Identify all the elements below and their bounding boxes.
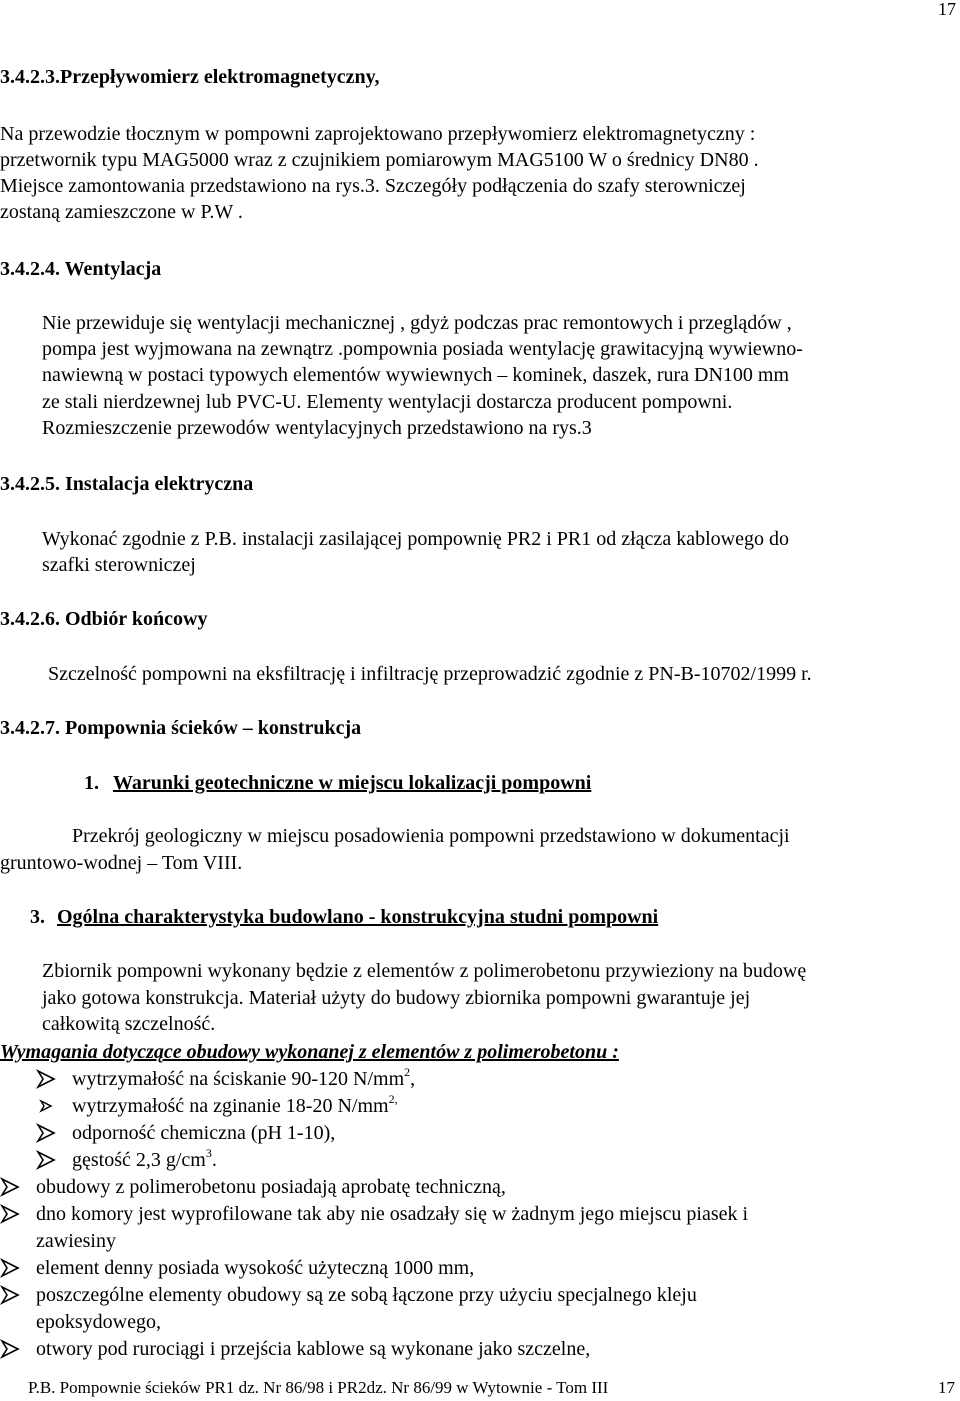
- footer-text: P.B. Pompownie ścieków PR1 dz. Nr 86/98 i PR2dz. Nr 86/99 w Wytownie - Tom III: [28, 1378, 609, 1397]
- item-3-number: 3.: [30, 906, 45, 928]
- arrow-bullet-icon: [36, 1069, 56, 1089]
- requirement-item: wytrzymałość na zginanie 18-20 $N/mm^{2,}$: [36, 1093, 398, 1120]
- heading-3-4-2-6: 3.4.2.6. Odbiór końcowy: [0, 608, 208, 630]
- paragraph-line: szafki sterowniczej: [42, 554, 196, 576]
- paragraph-line: Przekrój geologiczny w miejscu posadowienia pompowni przedstawiono w dokumentacji: [72, 825, 790, 847]
- item-3-title: Ogólna charakterystyka budowlano - konstrukcyjna studni pompowni: [57, 906, 659, 928]
- paragraph-line: nawiewną w postaci typowych elementów wywiewnych – kominek, daszek, rura DN100 mm: [42, 364, 790, 386]
- requirements-heading: Wymagania dotyczące obudowy wykonanej z elementów z polimerobetonu :: [0, 1041, 619, 1063]
- paragraph-line: całkowitą szczelność.: [42, 1013, 216, 1035]
- paragraph-line: przetwornik typu MAG5000 wraz z czujnikiem pomiarowym MAG5100 W o średnicy DN80 .: [0, 149, 759, 171]
- heading-3-4-2-7: 3.4.2.7. Pompownia ścieków – konstrukcja: [0, 717, 362, 739]
- paragraph-line: ze stali nierdzewnej lub PVC-U. Elementy wentylacji dostarcza producent pompowni.: [42, 391, 733, 413]
- bullet-item: poszczególne elementy obudowy są ze sobą łączone przy użyciu specjalnego kleju: [0, 1282, 697, 1309]
- paragraph-line: jako gotowa konstrukcja. Materiał użyty do budowy zbiornika pompowni gwarantuje jej: [42, 987, 751, 1009]
- arrow-bullet-icon: [36, 1123, 56, 1143]
- bullet-item: obudowy z polimerobetonu posiadają aprobatę techniczną,: [0, 1174, 506, 1201]
- arrow-bullet-icon: [0, 1258, 20, 1278]
- arrow-bullet-icon: [36, 1150, 56, 1170]
- arrow-bullet-icon: [36, 1096, 56, 1116]
- requirement-item: odporność chemiczna (pH 1-10),: [36, 1120, 335, 1147]
- bullet-continuation: epoksydowego,: [36, 1311, 161, 1333]
- arrow-bullet-icon: [0, 1204, 20, 1224]
- paragraph-line: Na przewodzie tłocznym w pompowni zaprojektowano przepływomierz elektromagnetyczny :: [0, 123, 756, 145]
- bullet-item: otwory pod rurociągi i przejścia kablowe są wykonane jako szczelne,: [0, 1336, 590, 1363]
- arrow-bullet-icon: [0, 1339, 20, 1359]
- paragraph-line: Rozmieszczenie przewodów wentylacyjnych przedstawiono na rys.3: [42, 417, 592, 439]
- paragraph-line: Szczelność pompowni na eksfiltrację i infiltrację przeprowadzić zgodnie z PN-B-10702/1999 r.: [48, 663, 812, 685]
- paragraph-line: zostaną zamieszczone w P.W .: [0, 201, 243, 223]
- requirement-item: gęstość 2,3 $g/cm^3$.: [36, 1147, 217, 1174]
- footer-page-number: 17: [938, 1378, 955, 1397]
- item-1-number: 1.: [84, 772, 99, 794]
- paragraph-line: Zbiornik pompowni wykonany będzie z elementów z polimerobetonu przywieziony na budowę: [42, 960, 807, 982]
- paragraph-line: gruntowo-wodnej – Tom VIII.: [0, 852, 243, 874]
- item-1-title: Warunki geotechniczne w miejscu lokalizacji pompowni: [113, 772, 592, 794]
- paragraph-line: Wykonać zgodnie z P.B. instalacji zasilającej pompownię PR2 i PR1 od złącza kablowego do: [42, 528, 789, 550]
- heading-3-4-2-4: 3.4.2.4. Wentylacja: [0, 258, 162, 280]
- heading-3-4-2-5: 3.4.2.5. Instalacja elektryczna: [0, 473, 254, 495]
- bullet-item: dno komory jest wyprofilowane tak aby nie osadzały się w żadnym jego miejscu piasek i: [0, 1201, 748, 1228]
- paragraph-line: Nie przewiduje się wentylacji mechanicznej , gdyż podczas prac remontowych i przeglądów ,: [42, 312, 792, 334]
- bullet-continuation: zawiesiny: [36, 1230, 116, 1252]
- arrow-bullet-icon: [0, 1285, 20, 1305]
- paragraph-line: Miejsce zamontowania przedstawiono na rys.3. Szczegóły podłączenia do szafy sterowniczej: [0, 175, 746, 197]
- bullet-item: element denny posiada wysokość użyteczną 1000 mm,: [0, 1255, 474, 1282]
- paragraph-line: pompa jest wyjmowana na zewnątrz .pompownia posiada wentylację grawitacyjną wywiewno-: [42, 338, 803, 360]
- arrow-bullet-icon: [0, 1177, 20, 1197]
- page-number-top: 17: [938, 0, 956, 19]
- heading-3-4-2-3: 3.4.2.3.Przepływomierz elektromagnetyczny,: [0, 66, 380, 88]
- requirement-item: wytrzymałość na ściskanie 90-120 $N/mm^2$,: [36, 1066, 415, 1093]
